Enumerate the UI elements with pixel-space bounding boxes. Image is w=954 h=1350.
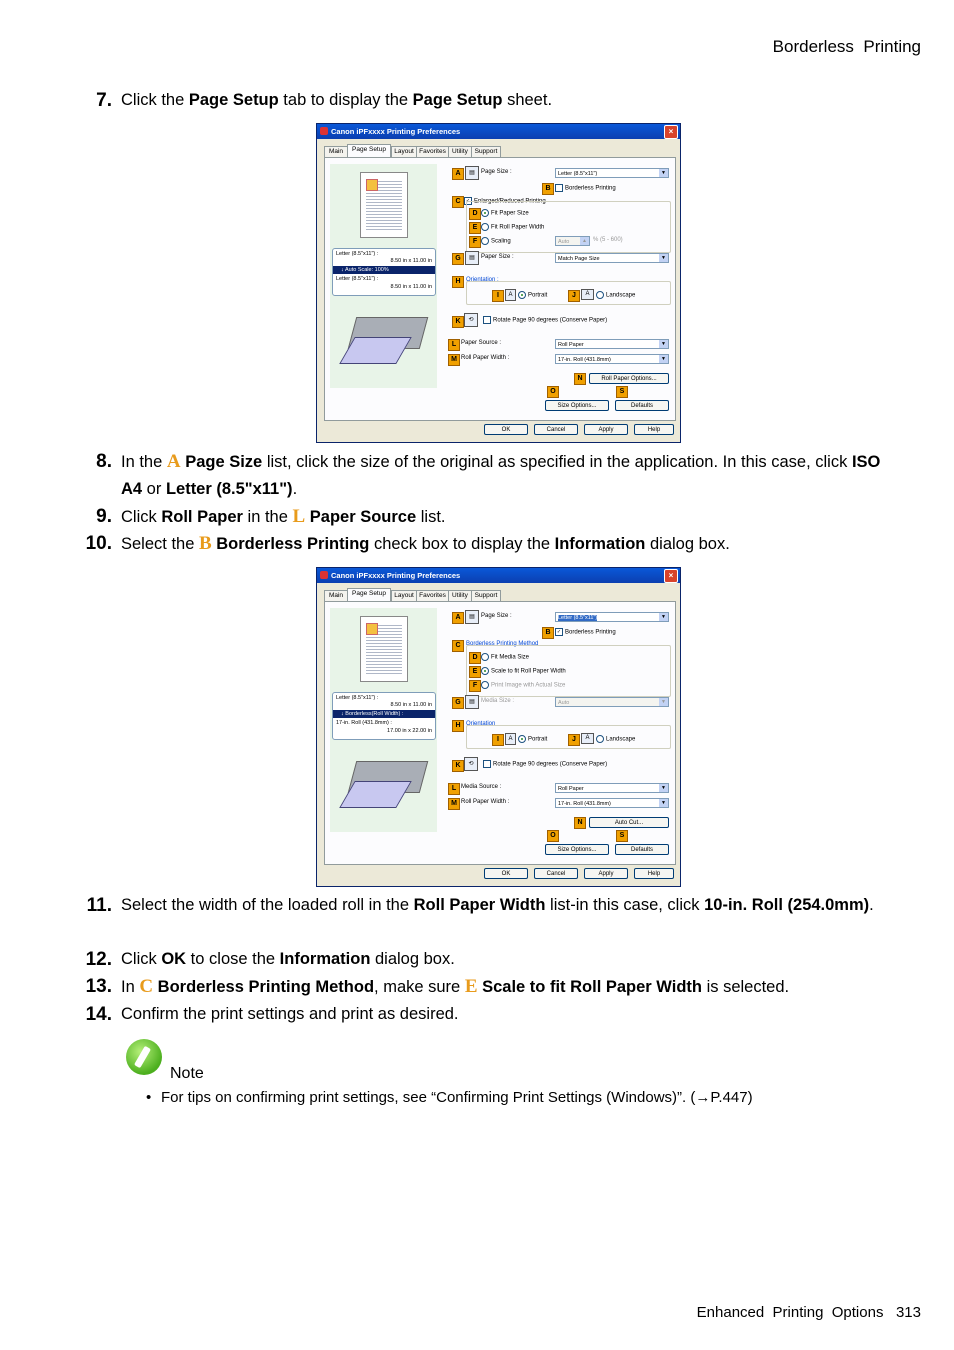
- step-number: 7.: [96, 90, 112, 111]
- portrait-icon: A: [505, 289, 516, 301]
- label-o: O: [547, 386, 559, 398]
- step-number: 8.: [96, 451, 112, 472]
- ok-button[interactable]: OK: [484, 424, 528, 435]
- page-setup-panel: [324, 601, 676, 865]
- label-k: K: [452, 760, 464, 772]
- size-options-button[interactable]: Size Options...: [545, 400, 609, 411]
- label-g: G: [452, 253, 464, 265]
- roll-width-select[interactable]: 17-in. Roll (431.8mm) ▼: [555, 798, 669, 808]
- fit-media-size-radio[interactable]: Fit Media Size: [481, 653, 529, 661]
- printer-illustration: [342, 753, 432, 808]
- label-f: F: [469, 680, 481, 692]
- label-a: A: [452, 168, 464, 180]
- auto-cut-button[interactable]: Auto Cut...: [589, 817, 669, 828]
- info-highlight: ↓ Auto Scale: 100%: [333, 266, 435, 274]
- landscape-radio[interactable]: Landscape: [596, 735, 635, 743]
- defaults-button[interactable]: Defaults: [615, 400, 669, 411]
- apply-button[interactable]: Apply: [584, 868, 628, 879]
- tab-utility[interactable]: Utility: [448, 146, 472, 157]
- roll-width-label: Roll Paper Width :: [461, 799, 510, 805]
- printer-illustration: [342, 309, 432, 364]
- label-i: I: [492, 734, 504, 746]
- page-preview: [360, 172, 408, 238]
- fit-roll-paper-width-radio[interactable]: Fit Roll Paper Width: [481, 223, 544, 231]
- label-k: K: [452, 316, 464, 328]
- actual-size-radio[interactable]: Print Image with Actual Size: [481, 681, 565, 689]
- size-info-box: [332, 248, 436, 296]
- page-size-select[interactable]: Letter (8.5"x11") ▼: [555, 612, 669, 622]
- page-setup-panel: [324, 157, 676, 421]
- label-h: H: [452, 276, 464, 288]
- printing-preferences-dialog-2: [316, 567, 681, 887]
- media-source-select[interactable]: Roll Paper ▼: [555, 783, 669, 793]
- tab-layout[interactable]: Layout: [391, 590, 417, 601]
- label-l: L: [448, 783, 460, 795]
- label-n: N: [574, 817, 586, 829]
- dialog-title: Canon iPFxxxx Printing Preferences: [331, 127, 461, 136]
- dialog-title: Canon iPFxxxx Printing Preferences: [331, 571, 461, 580]
- step-number: 11.: [86, 895, 112, 916]
- paper-size-label: Paper Size :: [481, 254, 514, 260]
- label-o: O: [547, 830, 559, 842]
- borderless-method-label: Borderless Printing Method: [466, 641, 539, 647]
- label-f: F: [469, 236, 481, 248]
- rotate-page-checkbox[interactable]: Rotate Page 90 degrees (Conserve Paper): [483, 760, 607, 768]
- label-m: M: [448, 354, 460, 366]
- step-text: In C Borderless Printing Method, make sure E Scale to fit Roll Paper Width is selected.: [121, 976, 790, 997]
- size-options-button[interactable]: Size Options...: [545, 844, 609, 855]
- step-number: 14.: [85, 1004, 112, 1025]
- tab-favorites[interactable]: Favorites: [416, 146, 449, 157]
- label-i: I: [492, 290, 504, 302]
- roll-paper-options-button[interactable]: Roll Paper Options...: [589, 373, 669, 384]
- tab-page-setup[interactable]: Page Setup: [347, 588, 391, 601]
- step-number: 10.: [85, 533, 112, 554]
- scaling-radio[interactable]: Scaling: [481, 237, 511, 245]
- step-text: In the A Page Size list, click the size of the original as specified in the application. In this case, click ISO A4 or Letter (8.5"x11").: [121, 451, 881, 498]
- tab-layout[interactable]: Layout: [391, 146, 417, 157]
- paper-size-icon: ▤: [465, 251, 479, 265]
- label-b: B: [542, 627, 554, 639]
- printer-app-icon: [320, 571, 328, 579]
- tab-main[interactable]: Main: [324, 146, 348, 157]
- tab-main[interactable]: Main: [324, 590, 348, 601]
- label-l: L: [448, 339, 460, 351]
- title-bar: [317, 568, 680, 583]
- label-s: S: [616, 830, 628, 842]
- page-size-label: Page Size :: [481, 169, 512, 175]
- info-line: 8.50 in x 11.00 in: [390, 702, 432, 708]
- label-c: C: [452, 196, 464, 208]
- help-button[interactable]: Help: [634, 868, 674, 879]
- borderless-printing-checkbox[interactable]: Borderless Printing: [555, 184, 616, 192]
- rotate-page-checkbox[interactable]: Rotate Page 90 degrees (Conserve Paper): [483, 316, 607, 324]
- step-text: Select the width of the loaded roll in the Roll Paper Width list-in this case, click 10-in. Roll (254.0mm).: [121, 896, 874, 914]
- footer-text: Enhanced Printing Options: [696, 1304, 884, 1321]
- tab-page-setup[interactable]: Page Setup: [347, 144, 391, 157]
- arrow-down-icon: ↓: [341, 267, 345, 273]
- page-number: 313: [895, 1304, 921, 1321]
- rotate-page-icon: ⟲: [464, 757, 478, 771]
- printing-preferences-dialog-1: [316, 123, 681, 443]
- preview-area: [330, 608, 437, 832]
- label-e: E: [469, 666, 481, 678]
- page-size-label: Page Size :: [481, 613, 512, 619]
- label-m: M: [448, 798, 460, 810]
- page-preview: [360, 616, 408, 682]
- media-size-icon: ▤: [465, 695, 479, 709]
- step-text: Click OK to close the Information dialog box.: [121, 950, 455, 968]
- paper-size-select[interactable]: Match Page Size ▼: [555, 253, 669, 263]
- label-h: H: [452, 720, 464, 732]
- info-line: 17-in. Roll (431.8mm) :: [336, 720, 392, 726]
- footer: [688, 1287, 921, 1321]
- label-c: C: [452, 640, 464, 652]
- cancel-button[interactable]: Cancel: [534, 424, 578, 435]
- scale-roll-width-radio[interactable]: Scale to fit Roll Paper Width: [481, 667, 566, 675]
- label-b: B: [542, 183, 554, 195]
- step-text: Click Roll Paper in the L Paper Source list.: [121, 506, 446, 527]
- scaling-input[interactable]: Auto ▲: [555, 236, 590, 246]
- info-highlight: ↓ Borderless(Roll Width) :: [333, 710, 435, 718]
- borderless-printing-checkbox[interactable]: ✓ Borderless Printing: [556, 629, 616, 636]
- step-text: Confirm the print settings and print as desired.: [121, 1005, 459, 1023]
- step-number: 13.: [85, 976, 112, 997]
- label-d: D: [469, 208, 481, 220]
- landscape-radio[interactable]: Landscape: [596, 291, 635, 299]
- enlarged-reduced-checkbox[interactable]: ✓ Enlarged/Reduced Printing: [465, 198, 546, 205]
- note-title: Note: [170, 1065, 204, 1082]
- note-bullet: •: [146, 1089, 152, 1106]
- media-size-select[interactable]: Auto ▼: [555, 697, 669, 707]
- orientation-label: Orientation: [466, 721, 496, 727]
- label-s: S: [616, 386, 628, 398]
- info-line: 8.50 in x 11.00 in: [390, 284, 432, 290]
- size-info-box: [332, 692, 436, 740]
- tab-favorites[interactable]: Favorites: [416, 590, 449, 601]
- tab-support[interactable]: Support: [471, 590, 501, 601]
- rotate-page-icon: ⟲: [464, 313, 478, 327]
- cancel-button[interactable]: Cancel: [534, 868, 578, 879]
- info-line: 8.50 in x 11.00 in: [390, 258, 432, 264]
- arrow-down-icon: ↓: [341, 711, 346, 717]
- label-j: J: [568, 734, 580, 746]
- landscape-icon: A: [581, 733, 594, 744]
- apply-button[interactable]: Apply: [584, 424, 628, 435]
- roll-width-select[interactable]: 17-in. Roll (431.8mm) ▼: [555, 354, 669, 364]
- media-source-label: Media Source :: [461, 784, 502, 790]
- section-header: Borderless Printing: [772, 37, 921, 56]
- landscape-icon: A: [581, 289, 594, 300]
- page-size-select[interactable]: Letter (8.5"x11") ▼: [555, 168, 669, 178]
- printer-app-icon: [320, 127, 328, 135]
- portrait-radio[interactable]: Portrait: [518, 735, 547, 743]
- portrait-icon: A: [505, 733, 516, 745]
- title-bar: [317, 124, 680, 139]
- note-text: For tips on confirming print settings, see “Confirming Print Settings (Windows)”. (→P.447): [161, 1089, 753, 1106]
- info-line: 17.00 in x 22.00 in: [387, 728, 432, 734]
- media-size-label: Media Size :: [481, 698, 515, 704]
- tab-support[interactable]: Support: [471, 146, 501, 157]
- orientation-label: Orientation :: [466, 277, 499, 283]
- portrait-radio[interactable]: Portrait: [518, 291, 547, 299]
- page-size-icon: ▤: [465, 166, 479, 180]
- note-pencil-icon: [126, 1039, 162, 1075]
- label-a: A: [452, 612, 464, 624]
- label-g: G: [452, 697, 464, 709]
- scaling-range: % (5 - 600): [593, 237, 623, 243]
- label-j: J: [568, 290, 580, 302]
- step-text: Select the B Borderless Printing check box to display the Information dialog box.: [121, 533, 730, 554]
- help-button[interactable]: Help: [634, 424, 674, 435]
- label-e: E: [469, 222, 481, 234]
- label-d: D: [469, 652, 481, 664]
- step-number: 12.: [85, 949, 112, 970]
- tab-utility[interactable]: Utility: [448, 590, 472, 601]
- defaults-button[interactable]: Defaults: [615, 844, 669, 855]
- close-icon[interactable]: ×: [664, 125, 678, 139]
- page-size-icon: ▤: [465, 610, 479, 624]
- info-line: Letter (8.5"x11") :: [336, 276, 379, 282]
- paper-source-label: Paper Source :: [461, 340, 502, 346]
- label-n: N: [574, 373, 586, 385]
- roll-width-label: Roll Paper Width :: [461, 355, 510, 361]
- step-number: 9.: [96, 506, 112, 527]
- fit-paper-size-radio[interactable]: Fit Paper Size: [481, 209, 529, 217]
- paper-source-select[interactable]: Roll Paper ▼: [555, 339, 669, 349]
- preview-area: [330, 164, 437, 388]
- step-text: Click the Page Setup tab to display the Page Setup sheet.: [121, 91, 553, 109]
- close-icon[interactable]: ×: [664, 569, 678, 583]
- info-line: Letter (8.5"x11") :: [336, 251, 379, 257]
- ok-button[interactable]: OK: [484, 868, 528, 879]
- info-line: Letter (8.5"x11") :: [336, 695, 379, 701]
